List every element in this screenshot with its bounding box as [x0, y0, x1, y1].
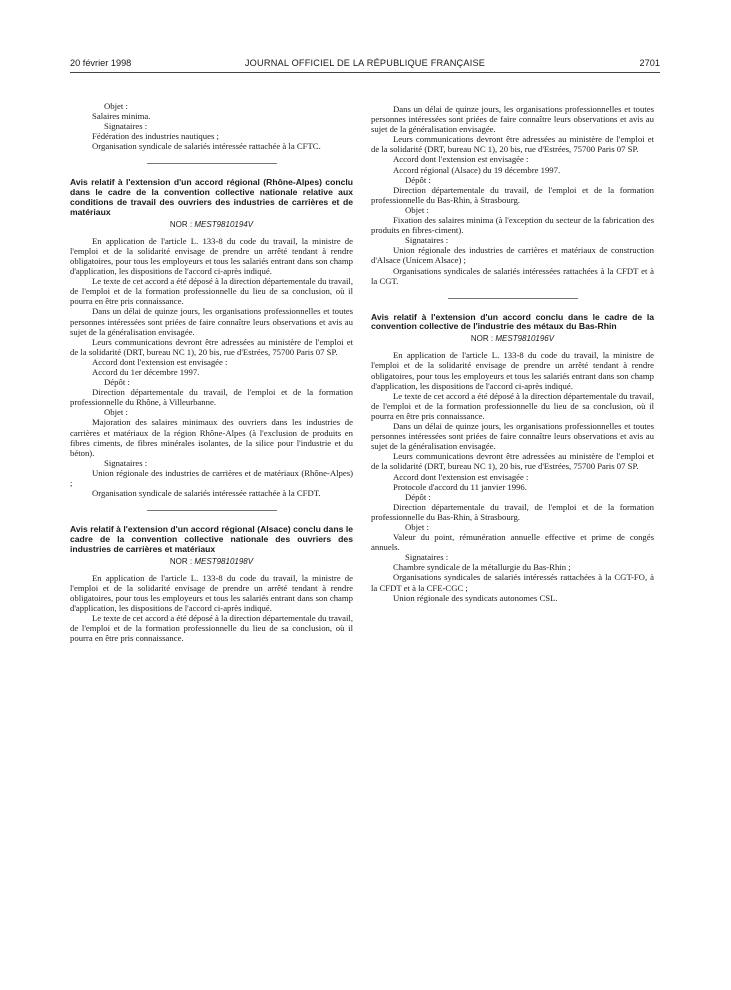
section-separator: [448, 298, 578, 299]
signataire-item: Union régionale des industries de carrières et de matériaux (Rhône-Alpes) ;: [70, 467, 353, 488]
nor-code: MEST9810196V: [495, 334, 555, 344]
right-column: [371, 104, 654, 603]
avis-title: Avis relatif à l'extension d'un accord régional (Rhône-Alpes) conclu dans le cadre de la convention collective nationale relative aux conditions de travail des ouvriers des industries de carrières et de matériaux: [70, 177, 353, 217]
paragraph: Leurs communications devront être adressées au ministère de l'emploi et de la solidarité (DRT, bureau NC 1), 20 bis, rue d'Estrées, 75700 Paris 07 SP.: [371, 451, 654, 472]
avis-title: Avis relatif à l'extension d'un accord conclu dans le cadre de la convention collective de l'industrie des métaux du Bas-Rhin: [371, 311, 654, 332]
avis-title: Avis relatif à l'extension d'un accord régional (Alsace) conclu dans le cadre de la convention collective nationale des ouvriers des industries de carrières et matériaux: [70, 524, 353, 554]
nor-reference: [70, 557, 353, 567]
objet-text: Valeur du point, rémunération annuelle effective et prime de congés annuels.: [371, 532, 654, 553]
paragraph: En application de l'article L. 133-8 du code du travail, la ministre de l'emploi et de la solidarité envisage de prendre un arrêté tendant à rendre obligatoires, pour tous les employeurs et tous les salariés entrant dans son champ d'application, les dispositions de l'accord ci-après indiqué.: [371, 350, 654, 391]
signataire-item: Organisations syndicales de salariés intéressés rattachées à la CGT-FO, à la CFDT et à la CFE-CGC ;: [371, 572, 654, 593]
signataire-item: Union régionale des syndicats autonomes CSL.: [393, 592, 558, 603]
accord-text: Accord du 1er décembre 1997.: [92, 366, 200, 377]
objet-text: Salaires minima.: [92, 111, 151, 122]
signataire-item: Chambre syndicale de la métallurgie du Bas-Rhin ;: [393, 562, 571, 573]
page-header: [70, 58, 660, 72]
header-date: 20 février 1998: [70, 58, 132, 68]
nor-reference: [70, 220, 353, 230]
accord-text: Protocole d'accord du 11 janvier 1996.: [393, 481, 527, 492]
paragraph: Le texte de cet accord a été déposé à la direction départementale du travail, de l'emploi et de la formation professionnelle du lieu de sa conclusion, où il pourra en être pris connaissance.: [70, 613, 353, 644]
signataire-item: Union régionale des industries de carrières et matériaux de construction d'Alsace (Unicem Alsace) ;: [371, 245, 654, 266]
paragraph: Le texte de cet accord a été déposé à la direction départementale du travail, de l'emploi et de la formation professionnelle du lieu de sa conclusion, où il pourra en être pris connaissance.: [70, 276, 353, 307]
header-journal-title: JOURNAL OFFICIEL DE LA RÉPUBLIQUE FRANÇAISE: [244, 58, 486, 68]
left-column: [70, 101, 353, 643]
objet-label: Objet :: [405, 204, 429, 215]
header-rule: [70, 72, 660, 73]
accord-label: Accord dont l'extension est envisagée :: [393, 471, 529, 482]
accord-label: Accord dont l'extension est envisagée :: [393, 154, 529, 165]
paragraph: Dans un délai de quinze jours, les organisations professionnelles et toutes personnes intéressées sont priées de faire connaître leurs observations et avis au sujet de la généralisation envisagée.: [371, 104, 654, 135]
objet-label: Objet :: [104, 407, 128, 418]
depot-text: Direction départementale du travail, de l'emploi et de la formation professionnelle du Bas-Rhin, à Strasbourg.: [371, 184, 654, 205]
objet-text: Majoration des salaires minimaux des ouvriers dans les industries de carrières et matériaux de la région Rhône-Alpes (à l'exclusion de produits en fibres ciments, de fibres minérales isolantes, de la silice pour l'industrie et du béton).: [70, 417, 353, 458]
paragraph: En application de l'article L. 133-8 du code du travail, la ministre de l'emploi et de la solidarité envisage de prendre un arrêté tendant à rendre obligatoires, pour tous les employeurs et tous les salariés entrant dans son champ d'application, les dispositions de l'accord ci-après indiqué.: [70, 572, 353, 613]
paragraph: Dans un délai de quinze jours, les organisations professionnelles et toutes personnes intéressées sont priées de faire connaître leurs observations et avis au sujet de la généralisation envisagée.: [371, 421, 654, 452]
nor-label: NOR :: [470, 334, 494, 344]
nor-label: NOR :: [169, 556, 193, 566]
signataire-item: Fédération des industries nautiques ;: [92, 131, 219, 142]
section-separator: [147, 163, 277, 164]
nor-reference: [371, 334, 654, 344]
nor-code: MEST9810198V: [194, 556, 254, 566]
signataires-label: Signataires :: [104, 457, 148, 468]
nor-code: MEST9810194V: [194, 219, 254, 229]
signataires-label: Signataires :: [405, 552, 449, 563]
paragraph: En application de l'article L. 133-8 du code du travail, la ministre de l'emploi et de la solidarité envisage de prendre un arrêté tendant à rendre obligatoires, pour tous les employeurs et tous les salariés entrant dans son champ d'application, les dispositions de l'accord ci-après indiqué.: [70, 235, 353, 277]
accord-label: Accord dont l'extension est envisagée :: [92, 356, 228, 367]
paragraph: Leurs communications devront être adressées au ministère de l'emploi et de la solidarité (DRT, bureau NC 1), 20 bis, rue d'Estrées, 75700 Paris 07 SP.: [371, 134, 654, 155]
paragraph: Dans un délai de quinze jours, les organisations professionnelles et toutes personnes intéressées sont priées de faire connaître leurs observations et avis au sujet de la généralisation envisagée.: [70, 306, 353, 337]
depot-text: Direction départementale du travail, de l'emploi et de la formation professionnelle du Rhône, à Villeurbanne.: [70, 387, 353, 408]
signataires-label: Signataires :: [405, 235, 449, 246]
signataire-item: Organisations syndicales de salariés intéressées rattachées à la CFDT et à la CGT.: [371, 265, 654, 286]
nor-label: NOR :: [169, 219, 193, 229]
header-page-number: 2701: [639, 58, 660, 68]
objet-text: Fixation des salaires minima (à l'exception du secteur de la fabrication des produits en fibres-ciment).: [371, 215, 654, 236]
paragraph: Leurs communications devront être adressées au ministère de l'emploi et de la solidarité (DRT, bureau NC 1), 20 bis, rue d'Estrées, 75700 Paris 07 SP.: [70, 336, 353, 357]
accord-text: Accord régional (Alsace) du 19 décembre 1997.: [393, 164, 561, 175]
signataire-item: Organisation syndicale de salariés intéressée rattachée à la CFTC.: [92, 141, 321, 152]
depot-label: Dépôt :: [104, 377, 130, 388]
depot-label: Dépôt :: [405, 174, 431, 185]
objet-label: Objet :: [405, 521, 429, 532]
signataires-label: Signataires :: [104, 121, 148, 132]
paragraph: Le texte de cet accord a été déposé à la direction départementale du travail, de l'emploi et de la formation professionnelle du lieu de sa conclusion, où il pourra en être pris connaissance.: [371, 390, 654, 421]
signataire-item: Organisation syndicale de salariés intéressée rattachée à la CFDT.: [92, 488, 321, 499]
depot-label: Dépôt :: [405, 491, 431, 502]
section-separator: [147, 510, 277, 511]
objet-label: Objet :: [104, 101, 128, 111]
depot-text: Direction départementale du travail, de l'emploi et de la formation professionnelle du Bas-Rhin, à Strasbourg.: [371, 501, 654, 522]
